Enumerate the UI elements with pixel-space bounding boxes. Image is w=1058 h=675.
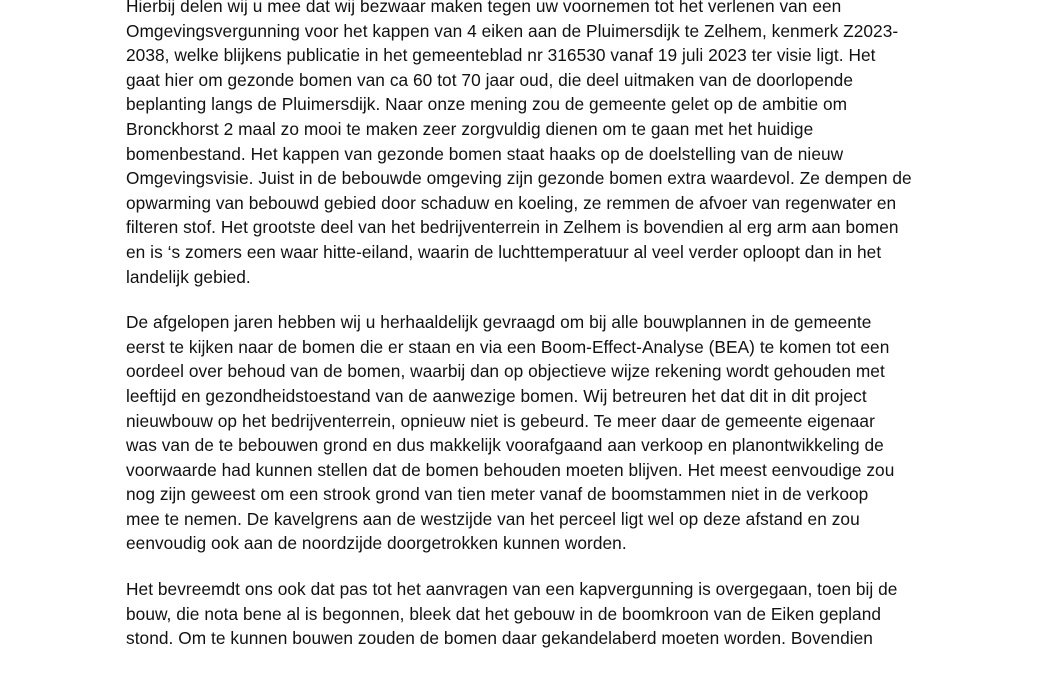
text-line: Bronckhorst 2 maal zo mooi te maken zeer zorgvuldig dienen om te gaan met het huidige [126, 118, 814, 139]
text-line: bouw, die nota bene al is begonnen, bleek dat het gebouw in de boomkroon van de Eiken gepland [126, 603, 882, 624]
text-line: 2038, welke blijkens publicatie in het gemeenteblad nr 316530 vanaf 19 juli 2023 ter visie ligt. Het [126, 45, 876, 66]
text-line: De afgelopen jaren hebben wij u herhaaldelijk gevraagd om bij alle bouwplannen in de gemeente [126, 312, 872, 333]
text-line: gaat hier om gezonde bomen van ca 60 tot 70 jaar oud, die deel uitmaken van de doorlopende [126, 69, 853, 90]
text-line: leeftijd en gezondheidstoestand van de aanwezige bomen. Wij betreuren het dat dit in dit project [126, 385, 867, 406]
text-line: Omgevingsvergunning voor het kappen van 4 eiken aan de Pluimersdijk te Zelhem, kenmerk Z2023- [126, 20, 899, 41]
text-line: nieuwbouw op het bedrijventerrein, opnieuw niet is gebeurd. Te meer daar de gemeente eigenaar [126, 410, 875, 431]
letter-body [126, 0, 946, 672]
text-line: nog zijn geweest om een strook grond van tien meter vanaf de boomstammen niet in de verkoop [126, 484, 869, 505]
text-line: mee te nemen. De kavelgrens aan de westzijde van het perceel ligt wel op deze afstand en zou [126, 508, 860, 529]
text-line: en is ‘s zomers een waar hitte-eiland, waarin de luchttemperatuur al veel verder oploopt dan in het [126, 241, 882, 262]
text-line: was van de te bebouwen grond en dus makkelijk voorafgaand aan verkoop en planontwikkeling de [126, 435, 884, 456]
paragraph-2 [126, 310, 946, 556]
text-line: voorwaarde had kunnen stellen dat de bomen behouden moeten blijven. Het meest eenvoudige zou [126, 459, 895, 480]
text-line: Omgevingsvisie. Juist in de bebouwde omgeving zijn gezonde bomen extra waardevol. Ze dempen de [126, 168, 912, 189]
text-line: oordeel over behoud van de bomen, waarbij dan op objectieve wijze rekening wordt gehouden met [126, 361, 885, 382]
text-line: stond. Om te kunnen bouwen zouden de bomen daar gekandelaberd moeten worden. Bovendien [126, 628, 873, 649]
text-line: Hierbij delen wij u mee dat wij bezwaar maken tegen uw voornemen tot het verlenen van een [126, 0, 842, 16]
text-line: eerst te kijken naar de bomen die er staan en via een Boom-Effect-Analyse (BEA) te komen tot een [126, 336, 890, 357]
paragraph-1 [126, 0, 946, 289]
text-line: bomenbestand. Het kappen van gezonde bomen staat haaks op de doelstelling van de nieuw [126, 143, 844, 164]
text-line: beplanting langs de Pluimersdijk. Naar onze mening zou de gemeente gelet op de ambitie om [126, 94, 848, 115]
text-line: eenvoudig ook aan de noordzijde doorgetrokken kunnen worden. [126, 533, 627, 554]
text-line: opwarming van bebouwd gebied door schaduw en koeling, ze remmen de afvoer van regenwater en [126, 192, 897, 213]
text-line: Het bevreemdt ons ook dat pas tot het aanvragen van een kapvergunning is overgegaan, toen bij de [126, 579, 898, 600]
paragraph-3 [126, 577, 946, 651]
text-line: landelijk gebied. [126, 266, 251, 287]
text-line: filteren stof. Het grootste deel van het bedrijventerrein in Zelhem is bovendien al erg arm aan bomen [126, 217, 899, 238]
